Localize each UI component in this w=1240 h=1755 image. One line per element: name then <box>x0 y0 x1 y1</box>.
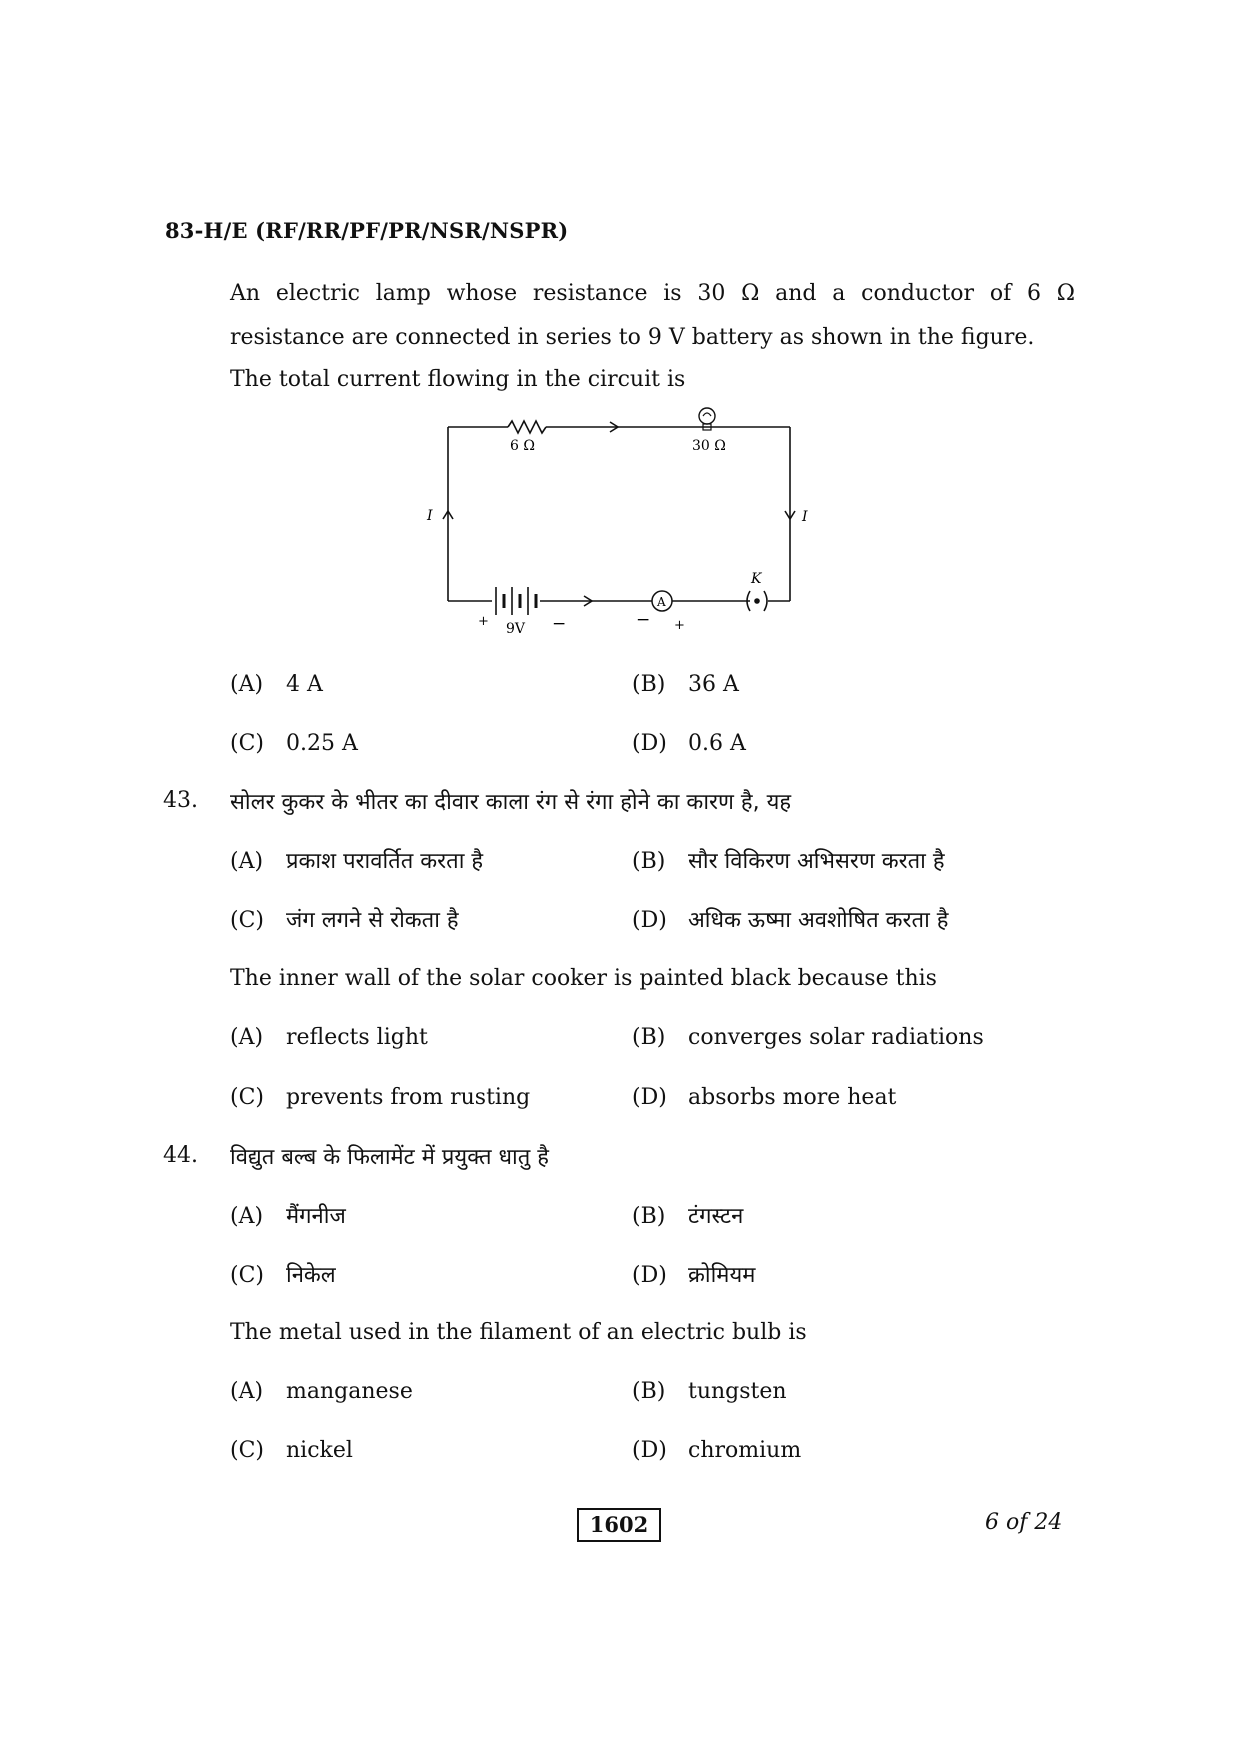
q43-stem-english: The inner wall of the solar cooker is painted black because this <box>230 966 937 991</box>
q43-hi-option-d[interactable] <box>632 904 948 934</box>
option-label: (D) <box>632 1263 667 1288</box>
q42-stem: An electric lamp whose resistance is 30 Ω and a conductor of 6 Ω resistance are connected in series to 9 V battery as shown in the figure. <box>230 281 1075 350</box>
option-label: (A) <box>230 1379 264 1404</box>
ammeter-minus: − <box>636 610 651 630</box>
q42-option-b[interactable] <box>632 672 739 697</box>
option-label: (B) <box>632 1204 666 1229</box>
option-text: tungsten <box>688 1379 787 1404</box>
q43-en-option-c[interactable] <box>230 1085 530 1110</box>
battery-minus: − <box>552 614 567 634</box>
q44-en-option-b[interactable] <box>632 1379 787 1404</box>
page-number: 6 of 24 <box>985 1510 1063 1535</box>
option-text: prevents from rusting <box>286 1085 531 1110</box>
lamp-label: 30 Ω <box>692 438 726 454</box>
option-label: (C) <box>230 1438 264 1463</box>
q43-hi-option-c[interactable] <box>230 904 459 934</box>
battery-plus: + <box>478 614 489 629</box>
q44-hi-option-b[interactable] <box>632 1200 743 1230</box>
q44-hi-option-a[interactable] <box>230 1200 346 1230</box>
q43-stem-hindi: सोलर कुकर के भीतर का दीवार काला रंग से रंगा होने का कारण है, यह <box>230 790 792 815</box>
option-label: (B) <box>632 672 666 697</box>
option-text: अधिक ऊष्मा अवशोषित करता है <box>688 908 949 933</box>
option-text: 4 A <box>286 672 323 697</box>
option-text: 36 A <box>688 672 739 697</box>
q43-hi-option-b[interactable] <box>632 845 945 875</box>
booklet-code-box: 1602 <box>577 1508 661 1542</box>
q44-stem-hindi: विद्युत बल्ब के फिलामेंट में प्रयुक्त धातु है <box>230 1145 549 1170</box>
q42-option-c[interactable] <box>230 731 358 756</box>
option-text: मैंगनीज <box>286 1204 346 1229</box>
option-text: 0.25 A <box>286 731 358 756</box>
option-text: nickel <box>286 1438 353 1463</box>
option-label: (D) <box>632 731 667 756</box>
ammeter-label: A <box>657 595 666 609</box>
option-label: (B) <box>632 849 666 874</box>
option-label: (A) <box>230 1204 264 1229</box>
q44-en-option-c[interactable] <box>230 1438 353 1463</box>
option-label: (C) <box>230 908 264 933</box>
option-label: (D) <box>632 1085 667 1110</box>
option-text: सौर विकिरण अभिसरण करता है <box>688 849 945 874</box>
q44-stem-english: The metal used in the filament of an electric bulb is <box>230 1320 807 1345</box>
option-text: absorbs more heat <box>688 1085 897 1110</box>
option-label: (A) <box>230 849 264 874</box>
option-text: क्रोमियम <box>688 1263 756 1288</box>
q44-hi-option-c[interactable] <box>230 1259 336 1289</box>
q44-en-option-a[interactable] <box>230 1379 413 1404</box>
paper-code-header: 83-H/E (RF/RR/PF/PR/NSR/NSPR) <box>165 218 569 243</box>
option-label: (C) <box>230 731 264 756</box>
resistor-label: 6 Ω <box>510 438 535 454</box>
option-label: (D) <box>632 908 667 933</box>
option-label: (C) <box>230 1263 264 1288</box>
option-text: 0.6 A <box>688 731 746 756</box>
current-label-right: I <box>802 509 808 525</box>
q44-en-option-d[interactable] <box>632 1438 801 1463</box>
q43-en-option-b[interactable] <box>632 1025 984 1050</box>
q43-number: 43. <box>163 788 198 813</box>
q44-number: 44. <box>163 1143 198 1168</box>
option-label: (B) <box>632 1025 666 1050</box>
option-label: (D) <box>632 1438 667 1463</box>
ammeter-plus: + <box>674 618 685 633</box>
option-text: reflects light <box>286 1025 428 1050</box>
q43-en-option-a[interactable] <box>230 1025 428 1050</box>
option-text: converges solar radiations <box>688 1025 984 1050</box>
q42-option-d[interactable] <box>632 731 746 756</box>
q42-stem-last-line: The total current flowing in the circuit is <box>230 367 686 392</box>
q44-hi-option-d[interactable] <box>632 1259 755 1289</box>
key-label: K <box>751 571 762 587</box>
option-text: निकेल <box>286 1263 336 1288</box>
option-text: manganese <box>286 1379 413 1404</box>
resistor-symbol <box>508 421 546 433</box>
option-label: (A) <box>230 1025 264 1050</box>
option-text: chromium <box>688 1438 802 1463</box>
option-label: (C) <box>230 1085 264 1110</box>
option-text: जंग लगने से रोकता है <box>286 908 459 933</box>
current-label-left: I <box>427 508 433 524</box>
q42-option-a[interactable] <box>230 672 323 697</box>
option-text: प्रकाश परावर्तित करता है <box>286 849 484 874</box>
q43-hi-option-a[interactable] <box>230 845 483 875</box>
battery-label: 9V <box>506 621 526 637</box>
option-label: (B) <box>632 1379 666 1404</box>
option-text: टंगस्टन <box>688 1204 744 1229</box>
battery-symbol <box>496 587 536 615</box>
q43-en-option-d[interactable] <box>632 1085 896 1110</box>
circuit-diagram <box>420 405 820 645</box>
option-label: (A) <box>230 672 264 697</box>
